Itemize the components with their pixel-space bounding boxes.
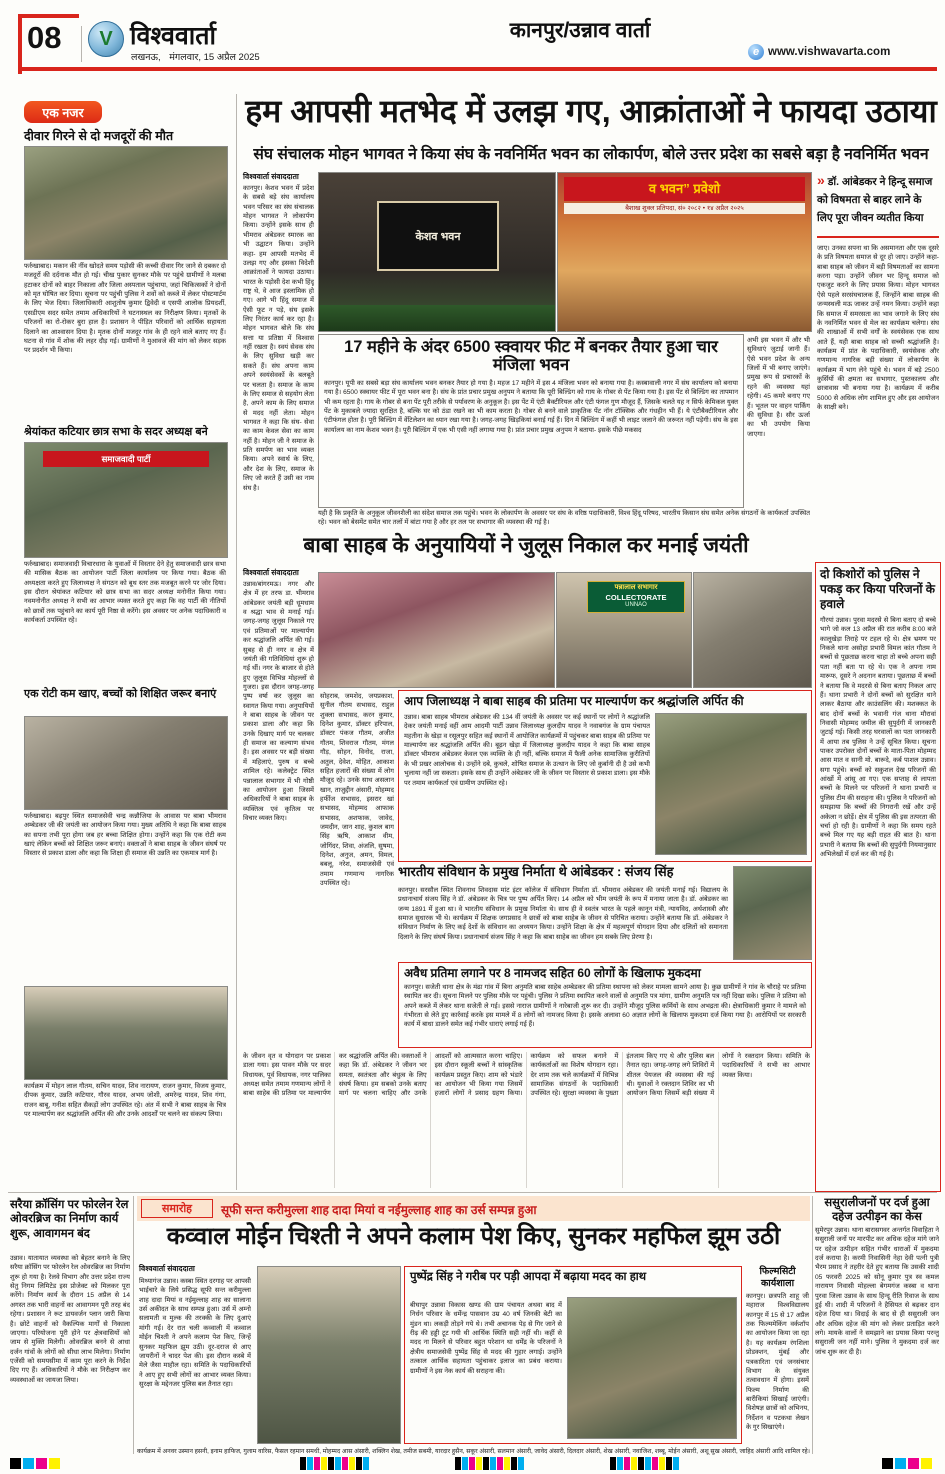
pushpendra-box: [404, 1266, 742, 1444]
registration-swatch: [921, 1458, 932, 1469]
registration-swatch: [610, 1457, 616, 1470]
registration-marks: [10, 1458, 62, 1474]
photo-aid-handover: [567, 1297, 737, 1439]
building-body-more: यही है कि प्रकृति के अनुकूल जीवनशैली का संदेश समाज तक पहुंचे। भवन के लोकार्पण के अवसर पर संघ के वरिष्ठ पदाधिकारी, विश्व हिंदू परिषद, भारतीय किसान संघ समेत अनेक संगठनों के कार्यकर्ता उपस्थित रहे। भवन को बेसमेंट समेत चार तलों में बांटा गया है और हर तल पर सभागार की व्यवस्था की गई है।: [318, 510, 810, 527]
photo-aap-tribute: [655, 713, 807, 855]
photo-jayanti-gathering: [24, 716, 228, 810]
pull-quote-body: जाए। उनका सपना था कि असमानता और एक दूसरे के प्रति विषमता समाज से दूर हो जाए। उन्होंने कहा- बाबा साहब को जीवन में बड़ी विषमताओं का सामना करना पड़ा। उन्होंने जीवन भर हिन्दू समाज को एकजुट करने के लिए प्रयास किया। मोहन भागवत ऐसे पहले सरसंघचालक हैं, जिन्होंने बाबा साहब की जन्मस्थली मऊ जाकर उन्हें नमन किया। उन्होंने कहा कि समाज में समरसता का भाव जगाने के लिए संघ के नवनिर्मित भवन से मेल का कार्यक्रम चलेगा। संघ की शाखाओं में सभी वर्गों के स्वयंसेवक एक साथ आते हैं, यही बाबा साहब को सच्ची श्रद्धांजलि है। कार्यक्रम में प्रांत के पदाधिकारी, स्वयंसेवक और गणमान्य नागरिक बड़ी संख्या में लोकार्पण के कार्यक्रम में भाग लेने पहुंचे थे। भवन में बड़े 2500 कुर्सियों की क्षमता का सभागार, पुस्तकालय और छात्रावास भी बनाया गया है। कार्यक्रम में करीब 5000 से अधिक लोग शामिल हुए और इस आयोजन के साक्षी बने।: [817, 245, 939, 412]
constitution-body: कानपुर। सरसौल स्थित शिवनाथ शिवदास मांट इंटर कॉलेज में संविधान निर्माता डॉ. भीमराव अंबेडकर की जयंती मनाई गई। विद्यालय के प्रधानाचार्य संजय सिंह ने डॉ. अंबेडकर के चित्र पर पुष्प अर्पित किए। 14 अप्रैल को भीम जयंती के रूप में मनाया जाता है। डॉ. अंबेडकर का जन्म 1891 में हुआ था। वे भारतीय संविधान के प्रमुख निर्माता थे। साथ ही वे स्वतंत्र भारत के पहले कानून मंत्री, न्यायविद, अर्थशास्त्री और समाज सुधारक भी थे। कार्यक्रम में शिक्षक जगप्रसाद ने छात्रों को बाबा साहेब के जीवन से परिचित कराया। उन्होंने बताया कि डॉ. अंबेडकर ने संविधान निर्माण के लिए कई देशों के संविधान का अध्ययन किया। उन्होंने शिक्षा के क्षेत्र में महत्वपूर्ण योगदान दिया और दलितों को समानता दिलाने के लिए संघर्ष किया। प्रधानाचार्य संजय सिंह ने कहा कि बाबा साहेब का जीवन हम सबके लिए प्रेरणा है।: [398, 887, 728, 941]
registration-swatch: [483, 1457, 489, 1470]
jayanti-headline: बाबा साहब के अनुयायियों ने जुलूस निकाल कर मनाई जयंती: [303, 534, 749, 557]
stage-plants: [319, 305, 555, 331]
lead-byline: विश्ववार्ता संवाददाता: [243, 172, 299, 181]
registration-swatch: [659, 1457, 665, 1470]
registration-swatch: [349, 1457, 355, 1470]
statue-case-box: [398, 962, 812, 1048]
website-url[interactable]: www.vishwavarta.com: [768, 46, 891, 58]
masthead-title: विश्ववार्ता: [130, 22, 217, 50]
registration-swatch: [36, 1458, 47, 1469]
qawwal-headline: कव्वाल मोईन चिश्ती ने अपने कलाम पेश किए, सुनकर महफिल झूम उठी: [166, 1223, 781, 1250]
registration-swatch: [511, 1457, 517, 1470]
registration-swatch: [882, 1458, 893, 1469]
photo-office-tribute: [693, 572, 812, 688]
registration-swatch: [476, 1457, 482, 1470]
registration-swatch: [10, 1458, 21, 1469]
left-article1-headline: दीवार गिरने से दो मजदूरों की मौत: [24, 129, 174, 143]
registration-swatch: [617, 1457, 623, 1470]
registration-swatch: [321, 1457, 327, 1470]
browser-e-icon: e: [748, 44, 764, 60]
page-number: 08: [27, 20, 62, 55]
registration-swatch: [908, 1458, 919, 1469]
qawwal-body: मिथ्यागंज उन्नाव। कस्बा स्थित दरगाह पर आपसी भाईचारे के लिये प्रसिद्ध सूफी सन्त करीमुल्ला शाह दादा मियां व नईमुल्लाह शाह का सालाना उर्स अकीदत के साथ सम्पन्न हुआ। उर्स में अम्नो सलामती व मुल्क की तरक्की के लिए दुआएं मांगी गईं। देर रात चली कव्वाली में कव्वाल मोईन चिश्ती ने अपने कलाम पेश किए, जिन्हें सुनकर महफिल झूम उठी। दूर-दराज से आए जायरीनों ने चादर पेश की। इस दौरान कस्बे में मेले जैसा माहौल रहा। समिति के पदाधिकारियों ने आए हुए सभी लोगों का आभार व्यक्त किया। सुरक्षा के मद्देनजर पुलिस बल तैनात रहा।: [139, 1278, 251, 1388]
left-article2-headline: श्रेयांकत कटियार छात्र सभा के सदर अध्यक्ष बने: [24, 426, 208, 438]
rail-body: उन्नाव। यातायात व्यवस्था को बेहतर बनाने के लिए सरैया क्रॉसिंग पर फोरलेन रेल ओवरब्रिज का निर्माण शुरू हो गया है। रेलवे विभाग और उत्तर प्रदेश राज्य सेतु निगम लिमिटेड इस प्रोजेक्ट को मिलकर पूरा करेंगे। निर्माण कार्य के दौरान 15 अप्रैल से 14 अगस्त तक भारी वाहनों का आवागमन पूरी तरह बंद रहेगा। प्रशासन ने रूट डायवर्जन प्लान जारी किया है। छोटे वाहनों को वैकल्पिक मार्गों से निकाला जाएगा। परियोजना पूरी होने पर क्षेत्रवासियों को जाम से मुक्ति मिलेगी। ओवरब्रिज बनने से आधा दर्जन गांवों के लोगों को सीधा लाभ मिलेगा। निर्माण एजेंसी को समयसीमा में काम पूरा करने के निर्देश दिए गए हैं। अधिकारियों ने मौके का निरीक्षण कर व्यवस्थाओं का जायजा लिया।: [10, 1255, 130, 1384]
pull-quote-box: [817, 172, 939, 238]
masthead-dateline: [131, 50, 260, 63]
registration-swatch: [314, 1457, 320, 1470]
teens-body: गौरयां उन्नाव। पुरवा मदरसे से बिना बताए दो बच्चे भागे जो कल 13 अप्रैल की रात करीब 8:00 बजे कालूखेड़ा तिराहे पर टहल रहे थे। क्षेत्र भ्रमण पर निकले थाना असोहा प्रभारी विमल कांत गौतम ने बच्चों से पूछताछ करना चाहा तो बच्चे अपना सही पता नहीं बता पा रहे थे। एक ने अपना नाम मारूफ, दूसरे ने अदनान बताया। पूछताछ में बच्चों ने बताया कि वे मदरसे से बिना बताए निकल आए हैं। थाना प्रभारी ने दोनों बच्चों को सुरक्षित थाने लाकर बैठाया और काउंसलिंग की। मशक्कत के बाद दोनों बच्चों के भवानी गंज थाना मौरावां निवासी मोहम्मद जमील की सुपुर्दगी में जानकारी जुटाई गई। किसी तरह घरवालों का पता जानकारी में आया तब पुलिस ने उन्हें सूचित किया। सूचना पाकर उपरोक्त दोनों बच्चों के माता-पिता मोहम्मद आस मात व सानी मो. बारूदे, कर्ब पाशल उन्नाव। सगा पहुंचे। बच्चों को सकुशल देख परिजनों की आंखों में आंसू आ गए। एक सप्ताह से लापता बच्चों के मिलने पर परिजनों ने थाना प्रभारी व पुलिस टीम की सराहना की। पुलिस ने परिजनों को समझाया कि बच्चों की निगरानी रखें और उन्हें अकेला न छोड़ें। क्षेत्र में पुलिस की इस तत्परता की चर्चा हो रही है। ग्रामीणों ने कहा कि समय रहते बच्चे मिल गए यह बड़ी राहत की बात है। थाना प्रभारी ने बताया कि बच्चों की सुपुर्दगी नियमानुसार अभिलेखों में दर्ज कर की गई है।: [820, 617, 936, 858]
sign-line-hindi: पन्नालाल सभागार: [614, 584, 658, 591]
edition-city: लखनऊ,: [131, 52, 161, 63]
registration-swatch: [645, 1457, 651, 1470]
building-side-note: अभी इस भवन में और भी सुविधाएं जुटाई जानी हैं। ऐसे भवन प्रदेश के अन्य जिलों में भी बनाए जाएंगे। प्रमुख रूप से प्रचारकों के रहने की व्यवस्था यहां रहेगी। 45 कमरे बनाए गए हैं। भूतल पर वाहन पार्किंग की सुविधा है। सौर ऊर्जा का भी उपयोग किया जाएगा।: [747, 337, 810, 438]
registration-swatch: [631, 1457, 637, 1470]
registration-swatch: [469, 1457, 475, 1470]
registration-swatch: [335, 1457, 341, 1470]
column-divider: [812, 1196, 813, 1454]
registration-swatch: [462, 1457, 468, 1470]
registration-swatch: [652, 1457, 658, 1470]
building-body: कानपुर। यूपी का सबसे बड़ा संघ कार्यालय भवन बनकर तैयार हो गया है। महज 17 महीने में इस 4 मंजिला भवन को बनाया गया है। कस्बावाली नगर में संघ कार्यालय को बनाया गया है। 6500 स्क्वायर फीट में पूरा भवन बना है। संघ के प्रांत प्रचार प्रमुख अनुपम ने बताया कि पूरी बिल्डिंग को गाय के गोबर से पेंट किया गया है। इस पेंट से बिल्डिंग का तापमान भी कम रहता है। गाय के गोबर से बना पेंट पूरी तरीके से पर्यावरण के अनुकूल है। इस पेंट में एंटी बैक्टीरियल और एंटी फंगल गुण मौजूद हैं, जिसके चलते यह न सिर्फ केमिकल युक्त पेंट के मुकाबले ज्यादा सुरक्षित है, बल्कि घर को ठंडा रखने का भी काम करता है। गोबर से बनने वाले प्राकृतिक पेंट नॉन टॉक्सिक और गंधहीन भी हैं। ये एंटीबैक्टीरियल और एंटीफंगल होता है। पूरी बिल्डिंग में वेंटिलेशन का ध्यान रखा गया है। जगह-जगह खिड़कियां बनाई गई हैं। दिन में बिल्डिंग में कहीं भी लाइट जलाने की जरूरत नहीं पड़ेगी। संघ के इस कार्यालय का नाम केशव भवन है। पूरी बिल्डिंग में एक भी एसी नहीं लगाया गया है। प्रांत प्रचार प्रमुख अनुपम ने बताया- इसके पीछे मकसद: [324, 379, 738, 434]
photo-urs-crowd: [257, 1266, 401, 1444]
registration-swatch: [307, 1457, 313, 1470]
registration-swatch: [363, 1457, 369, 1470]
dowry-headline: ससुरालीजनों पर दर्ज हुआ दहेज उत्पीड़न का केस: [824, 1197, 930, 1224]
left-article3-body: फर्रुखाबाद। बढ़पुर स्थित समाजसेवी चन्द्र कन्नौजिया के आवास पर बाबा भीमराव अम्बेडकर जी की जयंती का आयोजन किया गया। मुख्य अतिथि ने कहा कि बाबा साहब का सपना तभी पूरा होगा जब हर बच्चा शिक्षित होगा। उन्होंने कहा कि एक रोटी कम खाएं लेकिन बच्चों को शिक्षित जरूर बनाएं। वक्ताओं ने बाबा साहब के जीवन संघर्ष पर विस्तार से प्रकाश डाला और कहा कि शिक्षा ही समाज की उन्नति का एकमात्र मार्ग है।: [24, 813, 226, 858]
sign-line-english: COLLECTORATE: [605, 592, 667, 602]
registration-swatch: [490, 1457, 496, 1470]
lead-body: कानपुर। केशव भवन में प्रदेश के सबसे बड़े संघ कार्यालय भवन परिसर का संघ संचालक मोहन भागवत ने लोकार्पण किया। उन्होंने इसके साथ ही भीमराव अंबेडकर स्मारक का भी उद्घाटन किया। उन्होंने कहा- हम आपसी मतभेद में उलझ गए और इसका विदेशी आक्रांताओं ने फायदा उठाया। भारत के पड़ोसी देश कभी हिंदू राष्ट्र थे, वे आज इस्लामिक हो गए। आगे भी हिंदू समाज में ऐसी फूट न पड़े, संघ इसके लिए निरंतर कार्य कर रहा है। मोहन भागवत बोले कि संघ सत्ता या प्रतिष्ठा में विश्वास नहीं रखता है। स्वयं सेवक संघ के लिए सुविधा खड़ी कर सकते हैं। संघ अपना काम अपने स्वयंसेवकों के बलबूते पर चलता है। समाज के काम के लिए समाज से सहयोग लेता है, अपने काम के लिए समाज से मदद नहीं लेता। मोहन भागवत ने कहा कि संघ- सेवा का काम केवल सेवा का काम नहीं है। मोहन जी ने समाज के प्रति समर्पण का भाव व्यक्त किया। अपने स्वार्थ के लिए, और देश के लिए, समाज के लिए जो करते हैं उसी का नाम संघ है।: [243, 185, 314, 492]
aap-body: उन्नाव। बाबा साहब भीमराव अंबेडकर की 134 वीं जयंती के अवसर पर कई स्थानों पर लोगों ने श्रद्धांजलि देकर जयंती मनाई वहीं आम आदमी पार्टी उन्नाव जिलाध्यक्ष कुलदीप यादव ने नवाबगंज के ग्राम पंचायत महतीना के खेड़ा व रसूलपुर सहित कई स्थानों में आयोजित कार्यक्रमों में पहुंचकर बाबा साहब की प्रतिमा पर माल्यार्पण कर श्रद्धांजलि अर्पित की। बूढ़न खेड़ा में जिलाध्यक्ष कुलदीप यादव ने कहा कि बाबा साहब डॉक्टर भीमराव अंबेडकर केवल एक व्यक्ति के ही नहीं, बल्कि समाज में फैली अनेक सामाजिक कुरीतियों के भी प्रखर आलोचक थे। उन्होंने दबे, कुचले, शोषित समाज के उत्थान के लिए जो कुर्बानी दी है उसे कभी भुलाया नहीं जा सकता। इसके साथ ही उन्होंने अंबेडकर जी के जीवन पर विस्तार से प्रकाश डाला। इस मौके पर तमाम कार्यकर्ता एवं ग्रामीण उपस्थित रहे।: [404, 714, 650, 787]
header-rule: [18, 67, 937, 71]
statue-case-body: कानपुर। सजेती थाना क्षेत्र के मंढा गांव में बिना अनुमति बाबा साहेब अम्बेडकर की प्रतिमा स्थापना को लेकर मामला सामने आया है। कुछ ग्रामीणों ने गांव के चौराहे पर प्रतिमा स्थापित कर दी। सूचना मिलने पर पुलिस मौके पर पहुंची। पुलिस ने प्रतिमा स्थापित करने वालों से अनुमति पत्र मांगा, ग्रामीण अनुमति पत्र नहीं दिखा सके। पुलिस ने प्रतिमा को अपने कब्जे में लेकर थाना सजेती ले गई। इससे नाराज ग्रामीणों ने नारेबाजी शुरू कर दी। उन्होंने मौजूद पुलिस कर्मियों के साथ अभद्रता की। क्षेत्राधिकारी कुमार ने मामले को गंभीरता से लेते हुए कार्रवाई करके इस मामले में 8 लोगों को नामजद किया है। इसके अलावा 60 अज्ञात लोगों के खिलाफ मुकदमा दर्ज किया गया है। आरोपियों पर सरकारी कार्य में बाधा डालने समेत कई गंभीर धाराएं लगाई गई हैं।: [404, 984, 806, 1029]
registration-marks: [882, 1458, 934, 1474]
registration-swatch: [504, 1457, 510, 1470]
photo-jayanti-procession: [318, 572, 555, 688]
registration-marks: [455, 1457, 525, 1474]
pravesh-banner-sub: बैशाख शुक्ल प्रतिपदा, सं० २०८२ • १४ अप्रैल २०२५: [564, 203, 805, 214]
registration-swatch: [666, 1457, 672, 1470]
left-article2-body: फर्रुखाबाद। समाजवादी विचारधारा के युवाओं में विस्तार देने हेतु समाजवादी छात्र सभा की मासिक बैठक का आयोजन पार्टी जिला कार्यालय पर किया गया। बैठक की अध्यक्षता करते हुए जिलाध्यक्ष ने संगठन को बूथ स्तर तक मजबूत करने पर जोर दिया। इस दौरान श्रेयांकत कटियार को छात्र सभा का सदर अध्यक्ष मनोनीत किया गया। नवमनोनीत अध्यक्ष ने सभी का आभार व्यक्त करते हुए कहा कि वह पार्टी की नीतियों को छात्रों तक पहुंचाने का कार्य पूरी निष्ठा से करेंगे। इस अवसर पर अनेक पदाधिकारी व कार्यकर्ता उपस्थित रहे।: [24, 561, 226, 625]
lead-subhead: संघ संचालक मोहन भागवत ने किया संघ के नवनिर्मित भवन का लोकार्पण, बोले उत्तर प्रदेश का सबसे बड़ा है नवनिर्मित भवन: [253, 146, 929, 163]
left-article3-body2: कार्यक्रम में मोहन लाल गौतम, सचिन यादव, शिव नारायण, राजन कुमार, विजय कुमार, दीपक कुमार, उन्नति कटियार, गौरव यादव, अभय जोशी, अमरेन्द्र यादव, शिव गंगा, राजन बाबू, गनीश सहित सैकड़ों लोग उपस्थित रहे। अंत में सभी ने बाबा साहब के चित्र पर माल्यार्पण कर श्रद्धांजलि अर्पित की और उनके आदर्शों पर चलने का संकल्प लिया।: [24, 1083, 226, 1119]
constitution-headline: भारतीय संविधान के प्रमुख निर्माता थे आंबेडकर : संजय सिंह: [398, 864, 674, 879]
photo-wall-collapse: [24, 146, 228, 260]
sp-banner: समाजवादी पार्टी: [43, 451, 209, 467]
aap-story-box: [398, 690, 812, 862]
pull-quote-text: डॉ. आंबेडकर ने हिन्दू समाज को विषमता से बाहर लाने के लिए पूरा जीवन व्यतीत किया: [817, 176, 933, 224]
samaroh-tag: समारोह: [141, 1199, 213, 1218]
pull-quote-marker: »: [817, 172, 825, 188]
jayanti-names: सोहराब, जमशेद, जयप्रकाश, सुनील गौतम सभासद, राहुल शुक्ला सभासद, करन कुमार, दिनेश कुमार, डॉक्टर हरिपाल, डॉक्टर पंकज गौतम, अजीत गौतम, शिवराज गौतम, मंगल गौड़, सोहन, विनोद, राजा, अतुल, देवेश, मोहित, आकाश सहित हजारों की संख्या में लोग मौजूद रहे। उनके साथ असलान खान, ताजुद्दीन अंसारी, मोहम्मद हर्फीज सभासद, इसरार खां सभासद, मोहम्मद आफाक सभासद, अशफाक, जावेद, जमदीन, जान शाह, कुशल बाग सिंह ऋषि, आकाश वीम, जोगिंदर, शिवा, अंजलि, सुषमा, दिनेश, अनुज, अमन, विमल, बबलू, नरेश, समाजसेवी एवं तमाम गणमान्य नागरिक उपस्थित रहे।: [320, 693, 394, 888]
photo-awas-samaroh: [24, 986, 228, 1080]
left-article3-headline: एक रोटी कम खाए, बच्चों को शिक्षित जरूर बनाएं: [24, 688, 217, 700]
pravesh-banner: व भवन” प्रवेशो: [564, 177, 805, 201]
attendees-line: कार्यक्रम में अनवर उस्मान हसनी, इनाम हाफिज, गुलाम वारिस, फैसल रहमान समधी, मोहम्मद आस अंसारी, शक्लिन शेख, तमीज सबमी, यारदार हुसैन, सकूर अंसारी, सलमान अंसारी, जावेद अंसारी, दिलदार अंसारी, शेख अंसारी, नवाजिश, शब्बू, मोईन अंसारी, अशू सुख अंसारी, जाहिद अंसारी आदि शामिल रहे।: [137, 1448, 810, 1455]
ek-najar-tag: एक नजर: [24, 101, 102, 123]
photo-chhatra-sabha: [24, 442, 228, 558]
pushpendra-body: बीघापुर उन्नावा विकास खण्ड की ग्राम पंचायत अथवा बाद में निर्धन परिवार के धर्मेन्द्र पासवान उम्र 40 वर्ष जिनकी बेटी का मुंडन था। लकड़ी तोड़ने गये थे। तभी अचानक पेड़ से गिर जाने से रीढ़ की हड्डी टूट गयी थी आर्थिक स्थिति सही नहीं थी। कहीं से मदद ना मिलने से परिवार बहुत परेशान था धर्मेंद्र के परिजनों ने क्षेत्रीय समाजसेवी पुष्पेंद्र सिंह से मदद की गुहार लगाई। उन्होंने तत्काल आर्थिक सहायता पहुंचाकर इलाज का प्रबंध कराया। ग्रामीणों ने इस नेक कार्य की सराहना की।: [410, 1302, 562, 1375]
photo-school-event: [733, 866, 812, 960]
filmcity-body: कानपुर। छत्रपति शाहू जी महाराज विश्वविद्यालय कानपुर में 15 से 17 अप्रैल तक फिल्ममेकिंग वर्कशॉप का आयोजन किया जा रहा है। यह कार्यक्रम रंगशिला प्रोडक्शन, मुंबई और पत्रकारिता एवं जनसंचार विभाग के संयुक्त तत्वावधान में होगा। इसमें फिल्म निर्माण की बारीकियां सिखाई जाएंगी। विशेषज्ञ छात्रों को अभिनय, निर्देशन व पटकथा लेखन के गुर सिखाएंगे।: [746, 1293, 809, 1432]
keshav-bhavan-plaque: केशव भवन: [377, 201, 499, 271]
left-article1-body: फर्रुखाबाद। मकान की नींव खोदते समय पड़ोसी की कच्ची दीवार गिर जाने से दबकर दो मजदूरों की दर्दनाक मौत हो गई। चीख पुकार सुनकर मौके पर पहुंचे ग्रामीणों ने मलबा हटाकर दोनों को बाहर निकाला और जिला अस्पताल पहुंचाया, जहां चिकित्सकों ने दोनों को मृत घोषित कर दिया। सूचना पर पहुंची पुलिस ने शवों को कब्जे में लेकर पोस्टमार्टम के लिए भेज दिया। जिलाधिकारी आशुतोष कुमार द्विवेदी व एसपी आलोक प्रियदर्शी, एसडीएम सदर समेत तमाम अधिकारियों ने घटनास्थल का निरीक्षण किया। मृतकों के परिजनों का रो-रोकर बुरा हाल है। प्रशासन ने पीड़ित परिवारों को आर्थिक सहायता दिलाने का आश्वासन दिया है। मृतक दोनों मजदूर गांव के ही रहने वाले बताए गए हैं। घटना से गांव में शोक की लहर दौड़ गई। ग्रामीणों ने मुआवजे की मांग को लेकर सड़क पर प्रदर्शन भी किया।: [24, 263, 226, 355]
dowry-body: सुमेरपुर उन्नाव। थाना बारासगवर अन्तर्गत विवाहिता ने ससुराली जनों पर मारपीट कर अधिक दहेज मांगे जाने पर दहेज उत्पीड़न सहित गंभीर धाराओं में मुकदमा दर्ज कराया है। करमी निवासिनी नेहा देवी पत्नी पुत्री भैरम प्रसाद ने तहरीर देते हुए बताया कि उसकी शादी 05 फरवरी 2025 को सोनू कुमार पुत्र स्व कमल नारायण निवासी मोहल्ला बेगमगंज कस्बा व थाना पुरवा जिला उन्नाव के साथ हिन्दू रीति रिवाज के साथ हुई थी। शादी में परिजनों ने हैसियत से बढ़कर दान दहेज दिया था। विदाई के बाद से ही ससुराली जन और अधिक दहेज की मांग को लेकर प्रताड़ित करने लगे। मायके वालों ने समझाने का प्रयास किया परन्तु ससुराली जन नहीं माने। पुलिस ने मुकदमा दर्ज कर जांच शुरू कर दी है।: [815, 1227, 939, 1356]
registration-swatch: [638, 1457, 644, 1470]
registration-swatch: [342, 1457, 348, 1470]
registration-swatch: [624, 1457, 630, 1470]
samaroh-bar: [137, 1196, 810, 1221]
vishwavarta-logo: [88, 21, 124, 57]
filmcity-headline: फिल्मसिटी कार्यशाला: [759, 1266, 796, 1289]
photo-plaque-unveiling: [318, 172, 556, 332]
jayanti-roundup: के जीवन वृत व योगदान पर प्रकाश डाला गया। इस पावन मौके पर सदर विधायक, पूर्व विधायक, नगर पालिका अध्यक्ष समेत तमाम गणमान्य लोगों ने बाबा साहेब की प्रतिमा पर माल्यार्पण कर श्रद्धांजलि अर्पित की। वक्ताओं ने कहा कि डॉ. अंबेडकर ने जीवन भर समता, स्वतंत्रता और बंधुत्व के लिए संघर्ष किया। हम सबको उनके बताए मार्ग पर चलना चाहिए और उनके आदर्शों को आत्मसात करना चाहिए। इस दौरान स्कूली बच्चों ने सांस्कृतिक कार्यक्रम प्रस्तुत किए। शाम को भंडारे का आयोजन भी किया गया जिसमें हजारों लोगों ने प्रसाद ग्रहण किया। कार्यक्रम को सफल बनाने में कार्यकर्ताओं का विशेष योगदान रहा। देर शाम तक चले कार्यक्रमों में विभिन्न सामाजिक संगठनों के पदाधिकारी उपस्थित रहे। सुरक्षा व्यवस्था के पुख्ता इंतजाम किए गए थे और पुलिस बल तैनात रहा। जगह-जगह लगे शिविरों में शीतल पेयजल की व्यवस्था की गई थी। युवाओं ने रक्तदान शिविर का भी आयोजन किया जिसमें बड़ी संख्या में लोगों ने रक्तदान किया। समिति के पदाधिकारियों ने सभी का आभार व्यक्त किया।: [243, 1053, 810, 1098]
rail-headline: सरैया क्रॉसिंग पर फोरलेन रेल ओवरब्रिज का निर्माण कार्य शुरू, आवागमन बंद: [10, 1199, 129, 1240]
registration-swatch: [300, 1457, 306, 1470]
teens-story-box: [815, 562, 941, 1192]
sign-line-district: UNNAO: [625, 602, 647, 609]
qawwal-byline: विश्ववार्ता संवाददाता: [139, 1264, 195, 1273]
registration-marks: [610, 1457, 680, 1474]
building-story-box: [318, 334, 744, 508]
jayanti-byline: विश्ववार्ता संवाददाता: [243, 568, 299, 577]
statue-case-headline: अवैध प्रतिमा लगाने पर 8 नामजद सहित 60 लोगों के खिलाफ मुकदमा: [404, 966, 701, 980]
website-block[interactable]: [748, 44, 890, 60]
column-divider: [133, 1196, 134, 1454]
building-headline: 17 महीने के अंदर 6500 स्क्वायर फीट में बनकर तैयार हुआ चार मंजिला भवन: [344, 338, 718, 375]
registration-swatch: [673, 1457, 679, 1470]
registration-swatch: [49, 1458, 60, 1469]
registration-swatch: [518, 1457, 524, 1470]
registration-swatch: [23, 1458, 34, 1469]
urs-kicker: सूफी सन्त करीमुल्ला शाह दादा मियां व नईमुल्लाह शाह का उर्स सम्पन्न हुआ: [221, 1203, 537, 1217]
photo-bhavan-ceremony: [557, 172, 812, 332]
registration-swatch: [356, 1457, 362, 1470]
column-divider: [236, 94, 237, 1190]
jayanti-body: उन्नाव/बांगरमऊ। नगर और क्षेत्र में हर तरफ डा. भीमराव आंबेडकर जयंती बड़ी धूमधाम व श्रद्धा भाव से मनाई गई। जगह-जगह जुलूस निकाले गए एवं प्रतिमाओं पर माल्यार्पण कर श्रद्धांजलि अर्पित की गई। सुबह से ही नगर व क्षेत्र में जयंती की गतिविधियां शुरू हो गई थीं। नगर के बाजार से होते हुए जुलूस विभिन्न मोहल्लों से गुजरा। इस दौरान जगह-जगह पुष्प वर्षा कर जुलूस का स्वागत किया गया। अनुयायियों ने बाबा साहब के जीवन पर प्रकाश डाला और कहा कि उनके दिखाए मार्ग पर चलकर ही समाज का कल्याण संभव है। इस अवसर पर बड़ी संख्या में महिलाएं, पुरुष व बच्चे शामिल रहे। कलेक्ट्रेट स्थित पन्नालाल सभागार में भी गोष्ठी का आयोजन हुआ जिसमें अधिकारियों ने बाबा साहब के व्यक्तित्व एवं कृतित्व पर विचार व्यक्त किए।: [243, 581, 314, 822]
header-divider: [81, 26, 82, 62]
registration-swatch: [328, 1457, 334, 1470]
aap-headline: आप जिलाध्यक्ष ने बाबा साहब की प्रतिमा पर माल्यार्पण कर श्रद्धांजलि अर्पित की: [404, 694, 744, 708]
photo-collectorate-hall: [556, 572, 692, 688]
registration-marks: [300, 1457, 370, 1474]
registration-swatch: [455, 1457, 461, 1470]
edition-date: मंगलवार, 15 अप्रैल 2025: [169, 52, 260, 63]
teens-headline: दो किशोरों को पुलिस ने पकड़ कर किया परिजनों के हवाले: [820, 567, 936, 611]
registration-swatch: [497, 1457, 503, 1470]
pushpendra-headline: पुष्पेंद्र सिंह ने गरीब पर पड़ी आपदा में बढ़ाया मदद का हाथ: [410, 1271, 647, 1283]
bottom-divider: [8, 1192, 937, 1193]
registration-swatch: [895, 1458, 906, 1469]
logo-letter: V: [99, 27, 113, 50]
section-title: कानपुर/उन्नाव वार्ता: [509, 19, 651, 42]
lead-headline: हम आपसी मतभेद में उलझ गए, आक्रांताओं ने फायदा उठाया: [245, 93, 937, 129]
collectorate-sign: [587, 581, 685, 613]
